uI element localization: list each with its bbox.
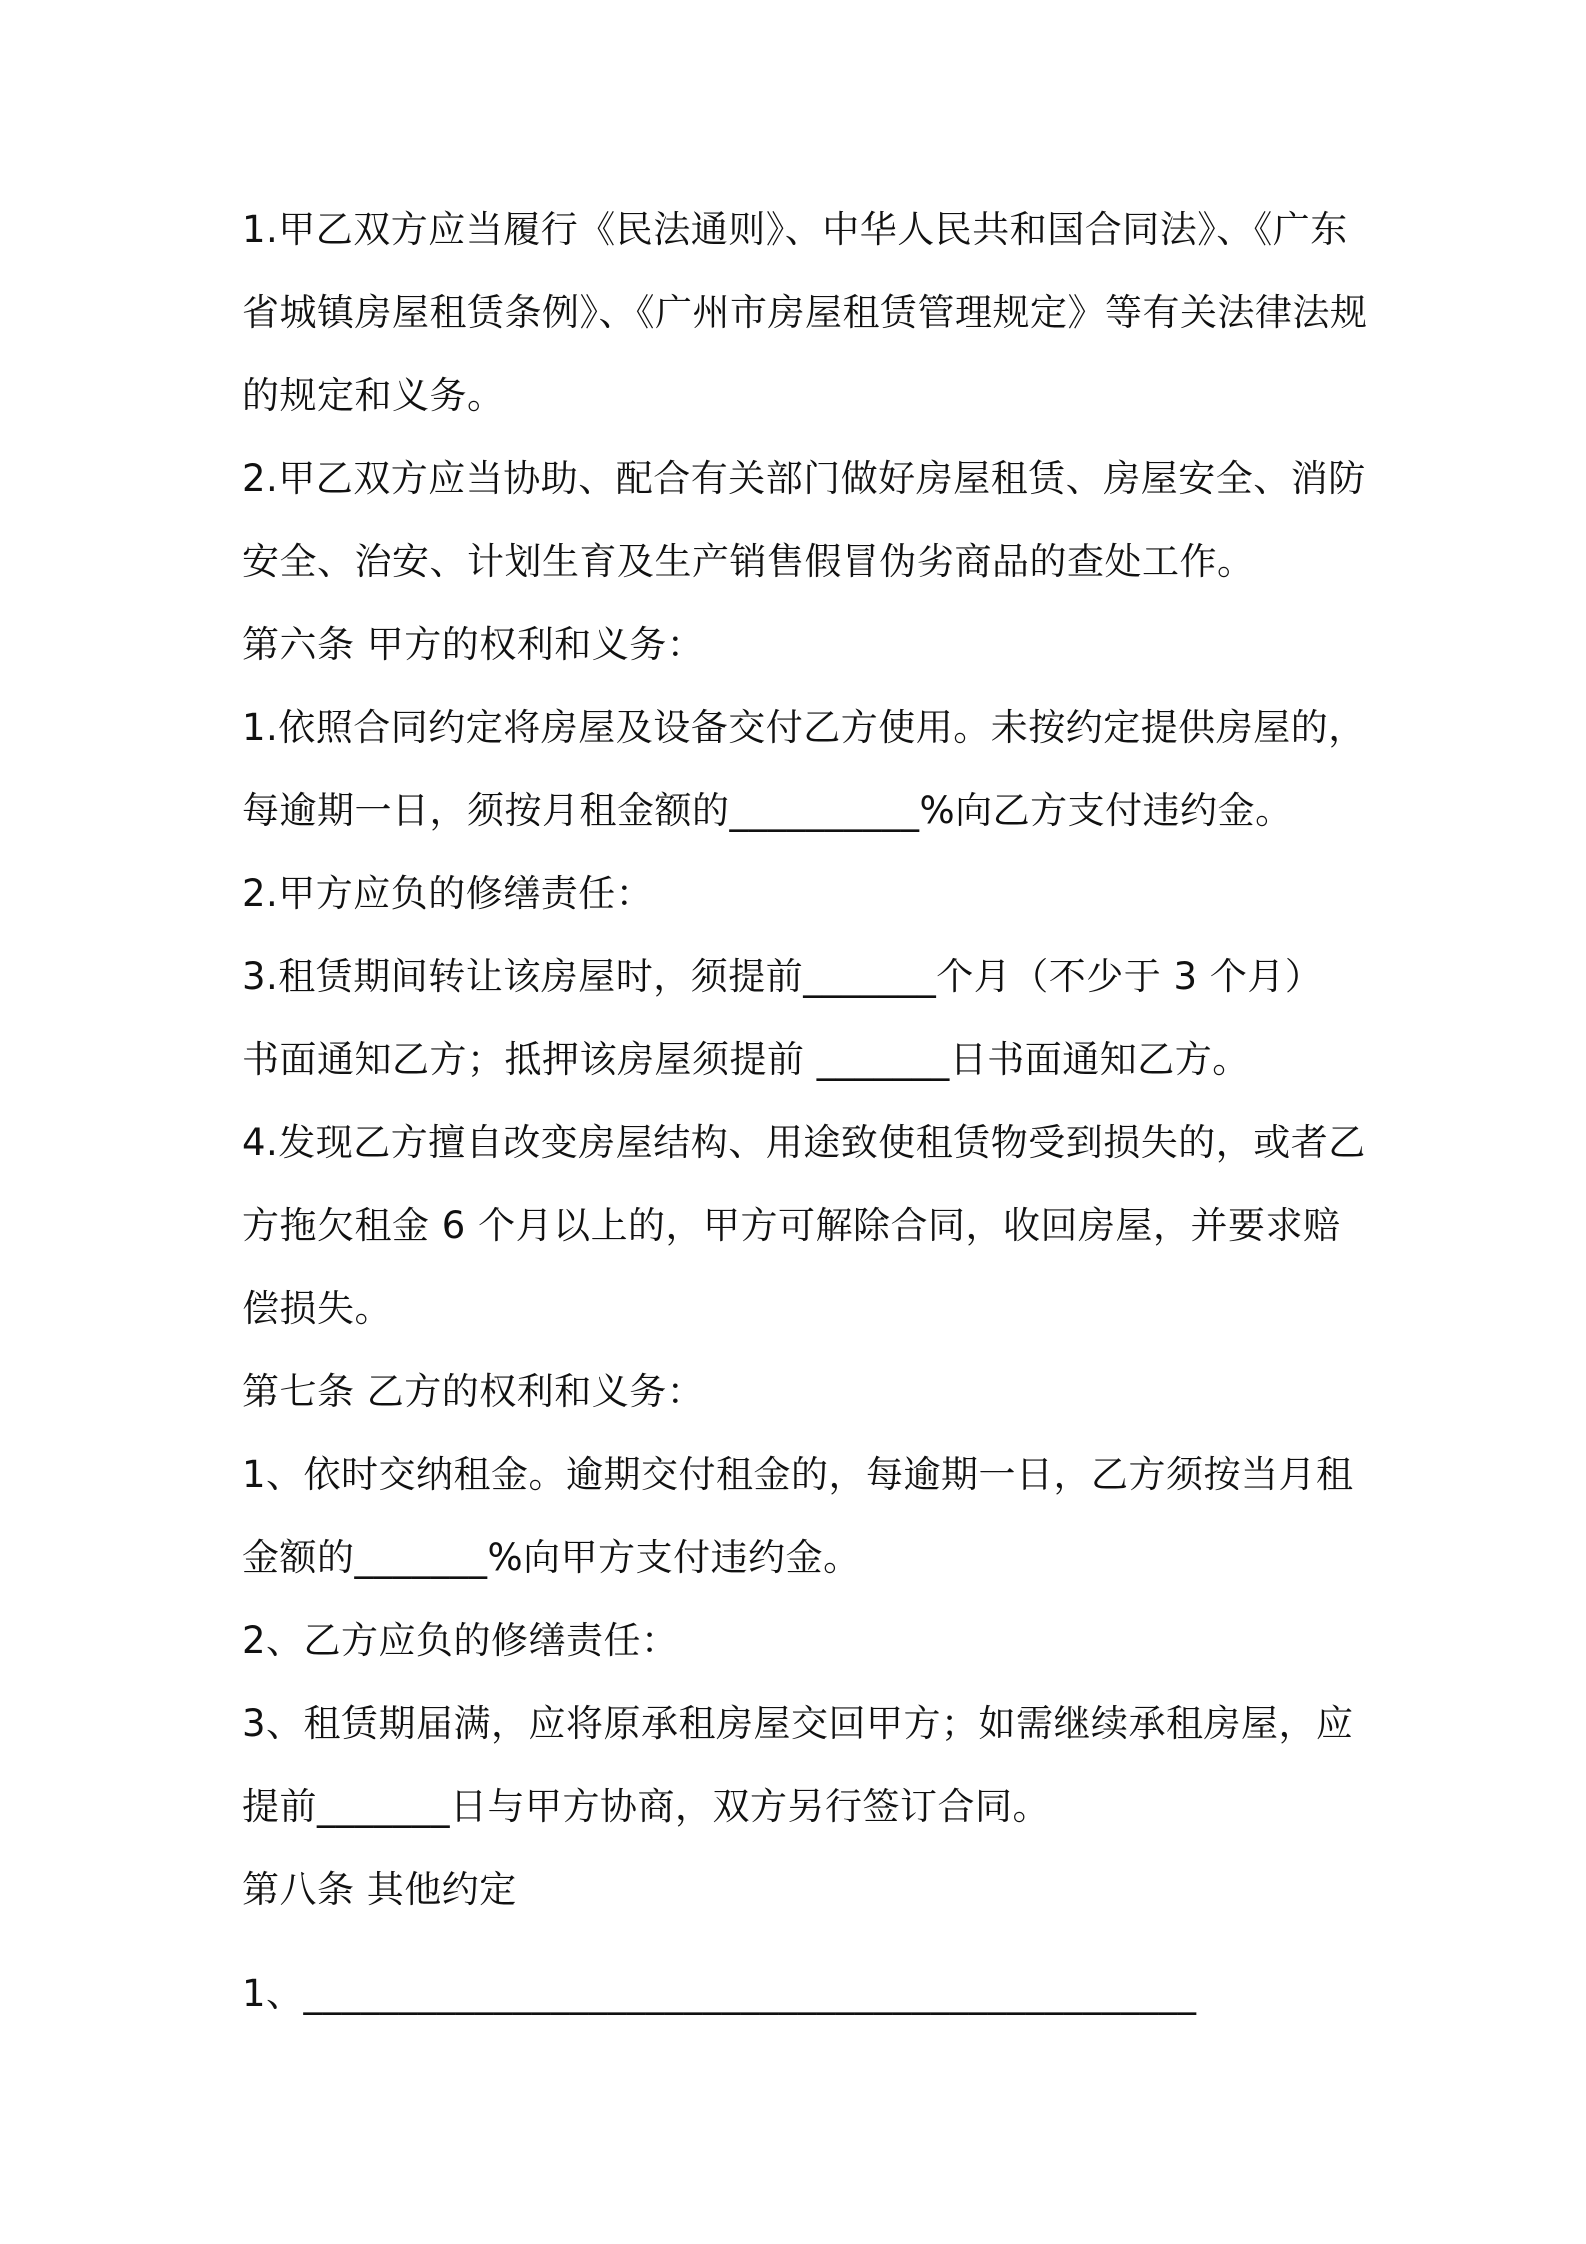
- clause-5-item-1-line-1: 1.甲乙双方应当履行《民法通则》、中华人民共和国合同法》、《广东: [242, 208, 1348, 251]
- clause-7-heading: 第七条 乙方的权利和义务：: [242, 1370, 705, 1413]
- clause-6-item-4-line-3: 偿损失。: [242, 1287, 392, 1330]
- clause-7-item-3-line-2: 提前_______日与甲方协商，双方另行签订合同。: [242, 1785, 1050, 1828]
- clause-7-item-2: 2、乙方应负的修缮责任：: [242, 1619, 679, 1662]
- clause-7-item-3-line-1: 3、租赁期届满，应将原承租房屋交回甲方；如需继续承租房屋，应: [242, 1702, 1354, 1745]
- clause-5-item-1-line-2: 省城镇房屋租赁条例》、《广州市房屋租赁管理规定》等有关法律法规: [242, 291, 1368, 334]
- clause-6-item-4-line-2: 方拖欠租金 6 个月以上的，甲方可解除合同，收回房屋，并要求赔: [242, 1204, 1341, 1247]
- clause-5-item-1-line-3: 的规定和义务。: [242, 374, 505, 417]
- clause-5-item-2-line-2: 安全、治安、计划生育及生产销售假冒伪劣商品的查处工作。: [242, 540, 1255, 583]
- clause-6-item-1-line-2: 每逾期一日，须按月租金额的__________%向乙方支付违约金。: [242, 789, 1293, 832]
- clause-6-heading: 第六条 甲方的权利和义务：: [242, 623, 705, 666]
- clause-5-item-2-line-1: 2.甲乙双方应当协助、配合有关部门做好房屋租赁、房屋安全、消防: [242, 457, 1366, 500]
- clause-6-item-3-line-1: 3.租赁期间转让该房屋时，须提前_______个月（不少于 3 个月）: [242, 955, 1323, 998]
- clause-8-item-1: 1、_______________________________________________: [242, 1972, 1197, 2015]
- clause-8-heading: 第八条 其他约定: [242, 1868, 517, 1911]
- clause-6-item-1-line-1: 1.依照合同约定将房屋及设备交付乙方使用。未按约定提供房屋的，: [242, 706, 1366, 749]
- clause-7-item-1-line-2: 金额的_______%向甲方支付违约金。: [242, 1536, 861, 1579]
- clause-6-item-3-line-2: 书面通知乙方；抵押该房屋须提前 _______日书面通知乙方。: [242, 1038, 1250, 1081]
- clause-7-item-1-line-1: 1、依时交纳租金。逾期交付租金的，每逾期一日，乙方须按当月租: [242, 1453, 1354, 1496]
- clause-6-item-4-line-1: 4.发现乙方擅自改变房屋结构、用途致使租赁物受到损失的，或者乙: [242, 1121, 1366, 1164]
- clause-6-item-2: 2.甲方应负的修缮责任：: [242, 872, 654, 915]
